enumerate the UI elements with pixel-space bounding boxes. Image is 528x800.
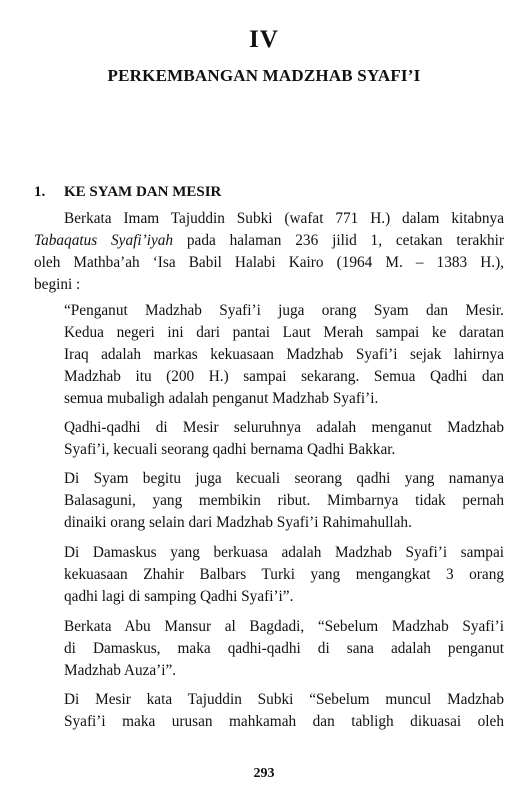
text-line: semua mubaligh adalah penganut Madzhab Syafi’i. [64,390,379,407]
page-number: 293 [253,766,275,781]
text-line: Di Mesir kata Tajuddin Subki “Sebelum muncul Madzhab [64,691,504,708]
text-line: kekuasaan Zhahir Balbars Turki yang mengangkat 3 orang [64,566,504,583]
text-line: Madzhab itu (200 H.) sampai sekarang. Semua Qadhi dan [64,368,504,385]
text-line: Berkata Imam Tajuddin Subki (wafat 771 H.) dalam kitabnya [64,210,504,227]
text-line: Syafi’i, kecuali seorang qadhi bernama Qadhi Bakkar. [64,441,396,458]
text-line: di Damaskus, maka qadhi-qadhi di sana adalah penganut [64,640,504,657]
text-line: oleh Mathba’ah ‘Isa Babil Halabi Kairo (1964 M. – 1383 H.), [34,254,504,271]
section-number: 1. [34,184,46,200]
chapter-title: PERKEMBANGAN MADZHAB SYAFI’I [107,66,421,85]
text-line: qadhi lagi di samping Qadhi Syafi’i”. [64,588,294,605]
text-line: Berkata Abu Mansur al Bagdadi, “Sebelum Madzhab Syafi’i [64,618,504,635]
text-line: “Penganut Madzhab Syafi’i juga orang Syam dan Mesir. [64,302,504,319]
text-line: Balasaguni, yang membikin ribut. Mimbarnya tidak pernah [64,492,504,509]
text-line: Syafi’i maka urusan mahkamah dan tabligh dikuasai oleh [64,713,504,730]
book-title: Tabaqatus Syafi’iyah [34,232,174,249]
section-heading [34,184,221,201]
text-line: Tabaqatus Syafi’iyah pada halaman 236 jilid 1, cetakan terakhir [34,232,504,249]
text-line: dinaiki orang selain dari Madzhab Syafi’i Rahimahullah. [64,514,412,531]
section-title: KE SYAM DAN MESIR [64,184,222,200]
text-line: begini : [34,276,81,293]
text-line: Kedua negeri ini dari pantai Laut Merah sampai ke daratan [64,324,504,341]
text-line: Qadhi-qadhi di Mesir seluruhnya adalah menganut Madzhab [64,419,504,436]
text-line: Madzhab Auza’i”. [64,662,177,679]
text-line: Di Syam begitu juga kecuali seorang qadhi yang namanya [64,470,504,487]
text-line: Di Damaskus yang berkuasa adalah Madzhab Syafi’i sampai [64,544,504,561]
text-line: Iraq adalah markas kekuasaan Madzhab Syafi’i sejak lahirnya [64,346,504,363]
chapter-number: IV [249,26,279,53]
